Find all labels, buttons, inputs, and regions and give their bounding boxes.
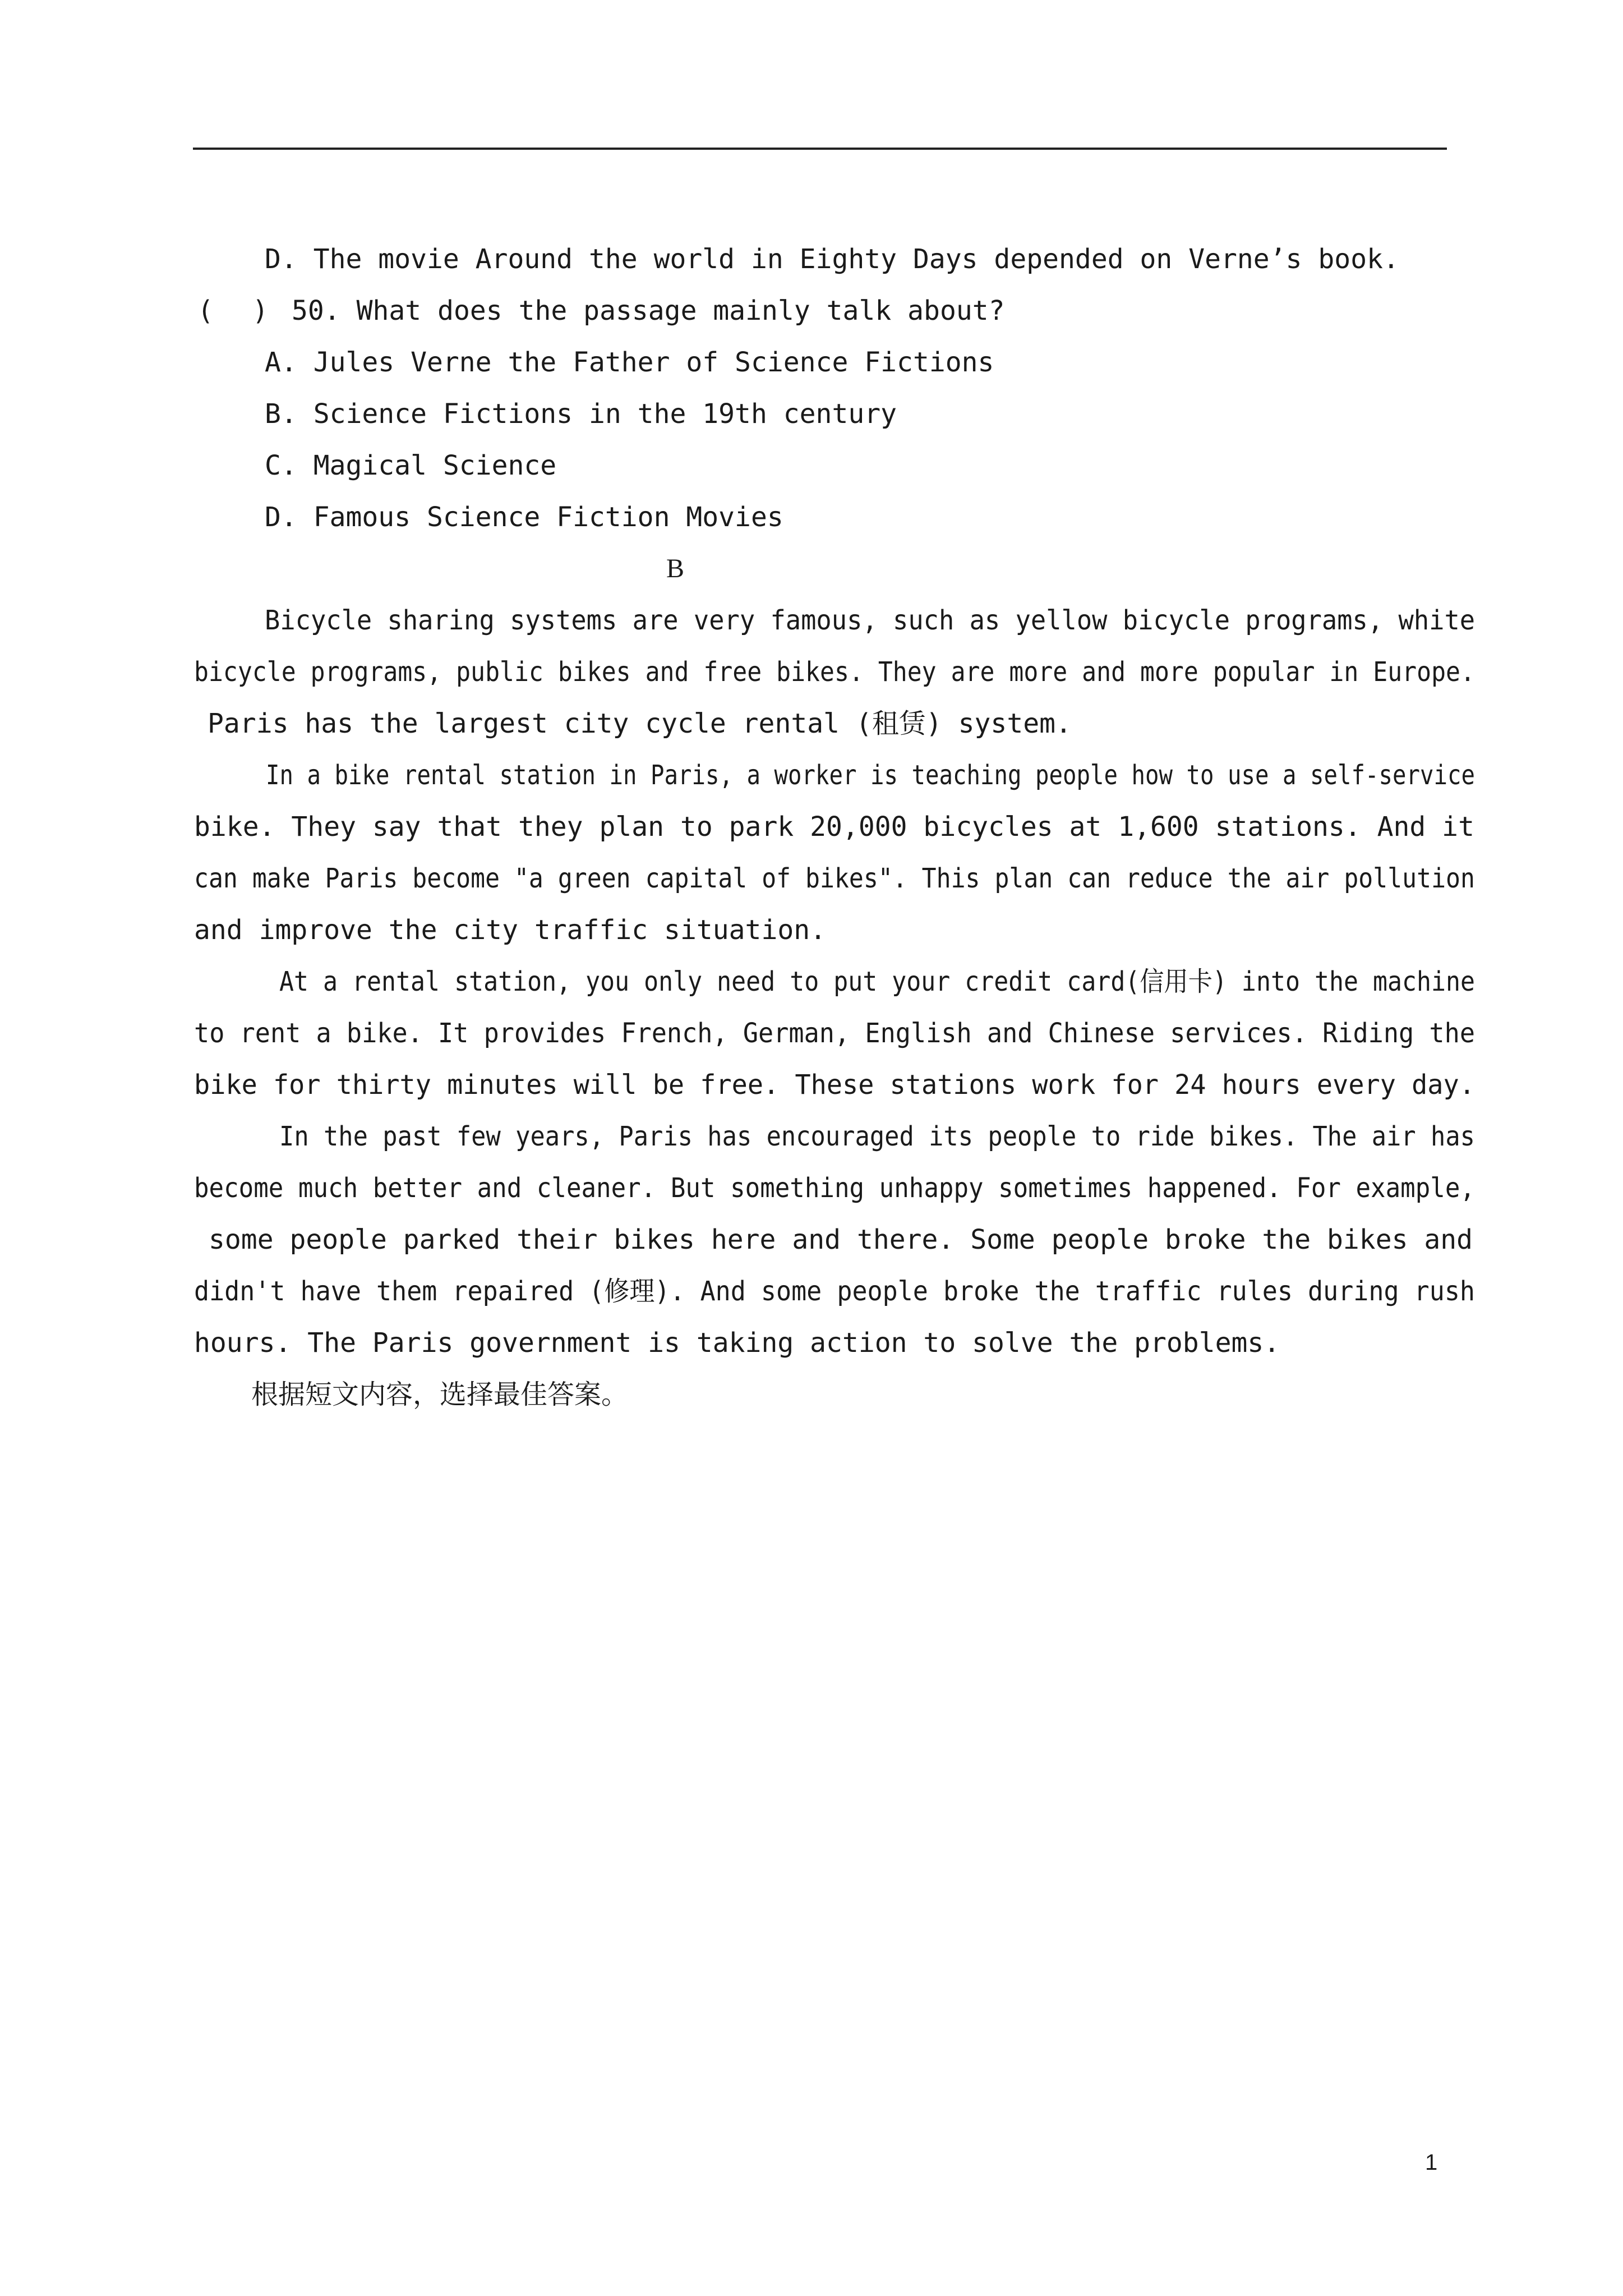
question-50-option-a: A. Jules Verne the Father of Science Fictions bbox=[265, 347, 994, 378]
passage-line: can make Paris become "a green capital of bikes". This plan can reduce the air pollution bbox=[194, 863, 1475, 894]
passage-line: didn't have them repaired (修理). And some people broke the traffic rules during rush bbox=[194, 1276, 1475, 1307]
passage-line: and improve the city traffic situation. bbox=[194, 914, 827, 946]
section-b-label: B bbox=[666, 554, 685, 583]
passage-line: become much better and cleaner. But something unhappy sometimes happened. For example, bbox=[194, 1172, 1475, 1204]
passage-line: some people parked their bikes here and there. Some people broke the bikes and bbox=[209, 1224, 1473, 1255]
passage-line: to rent a bike. It provides French, German, English and Chinese services. Riding the bbox=[194, 1018, 1476, 1049]
question-50-option-b: B. Science Fictions in the 19th century bbox=[265, 398, 897, 430]
question-50-blank bbox=[197, 293, 269, 329]
answer-blank: ( ) bbox=[197, 295, 269, 326]
passage-line: In the past few years, Paris has encouraged its people to ride bikes. The air has bbox=[279, 1121, 1475, 1152]
passage-line: Bicycle sharing systems are very famous, such as yellow bicycle programs, white bbox=[265, 605, 1476, 636]
passage-line: In a bike rental station in Paris, a worker is teaching people how to use a self-service bbox=[266, 760, 1476, 791]
passage-line: At a rental station, you only need to put your credit card(信用卡) into the machine bbox=[279, 966, 1476, 997]
passage-line: hours. The Paris government is taking action to solve the problems. bbox=[194, 1327, 1280, 1359]
passage-line: bicycle programs, public bikes and free bikes. They are more and more popular in Europe. bbox=[194, 656, 1475, 688]
question-49-option-d: D. The movie Around the world in Eighty Days depended on Verne’s book. bbox=[265, 243, 1399, 275]
question-50-option-c: C. Magical Science bbox=[265, 450, 557, 481]
header-rule bbox=[193, 148, 1447, 150]
question-50-text: 50. What does the passage mainly talk about? bbox=[292, 295, 1005, 326]
passage-line: Paris has the largest city cycle rental (租赁) system. bbox=[208, 708, 1072, 739]
instruction-text: 根据短文内容，选择最佳答案。 bbox=[251, 1379, 629, 1410]
question-50-option-d: D. Famous Science Fiction Movies bbox=[265, 501, 783, 533]
passage-line: bike for thirty minutes will be free. These stations work for 24 hours every day. bbox=[194, 1069, 1475, 1101]
passage-line: bike. They say that they plan to park 20,000 bicycles at 1,600 stations. And it bbox=[194, 811, 1474, 843]
page-number: 1 bbox=[1425, 2150, 1438, 2175]
